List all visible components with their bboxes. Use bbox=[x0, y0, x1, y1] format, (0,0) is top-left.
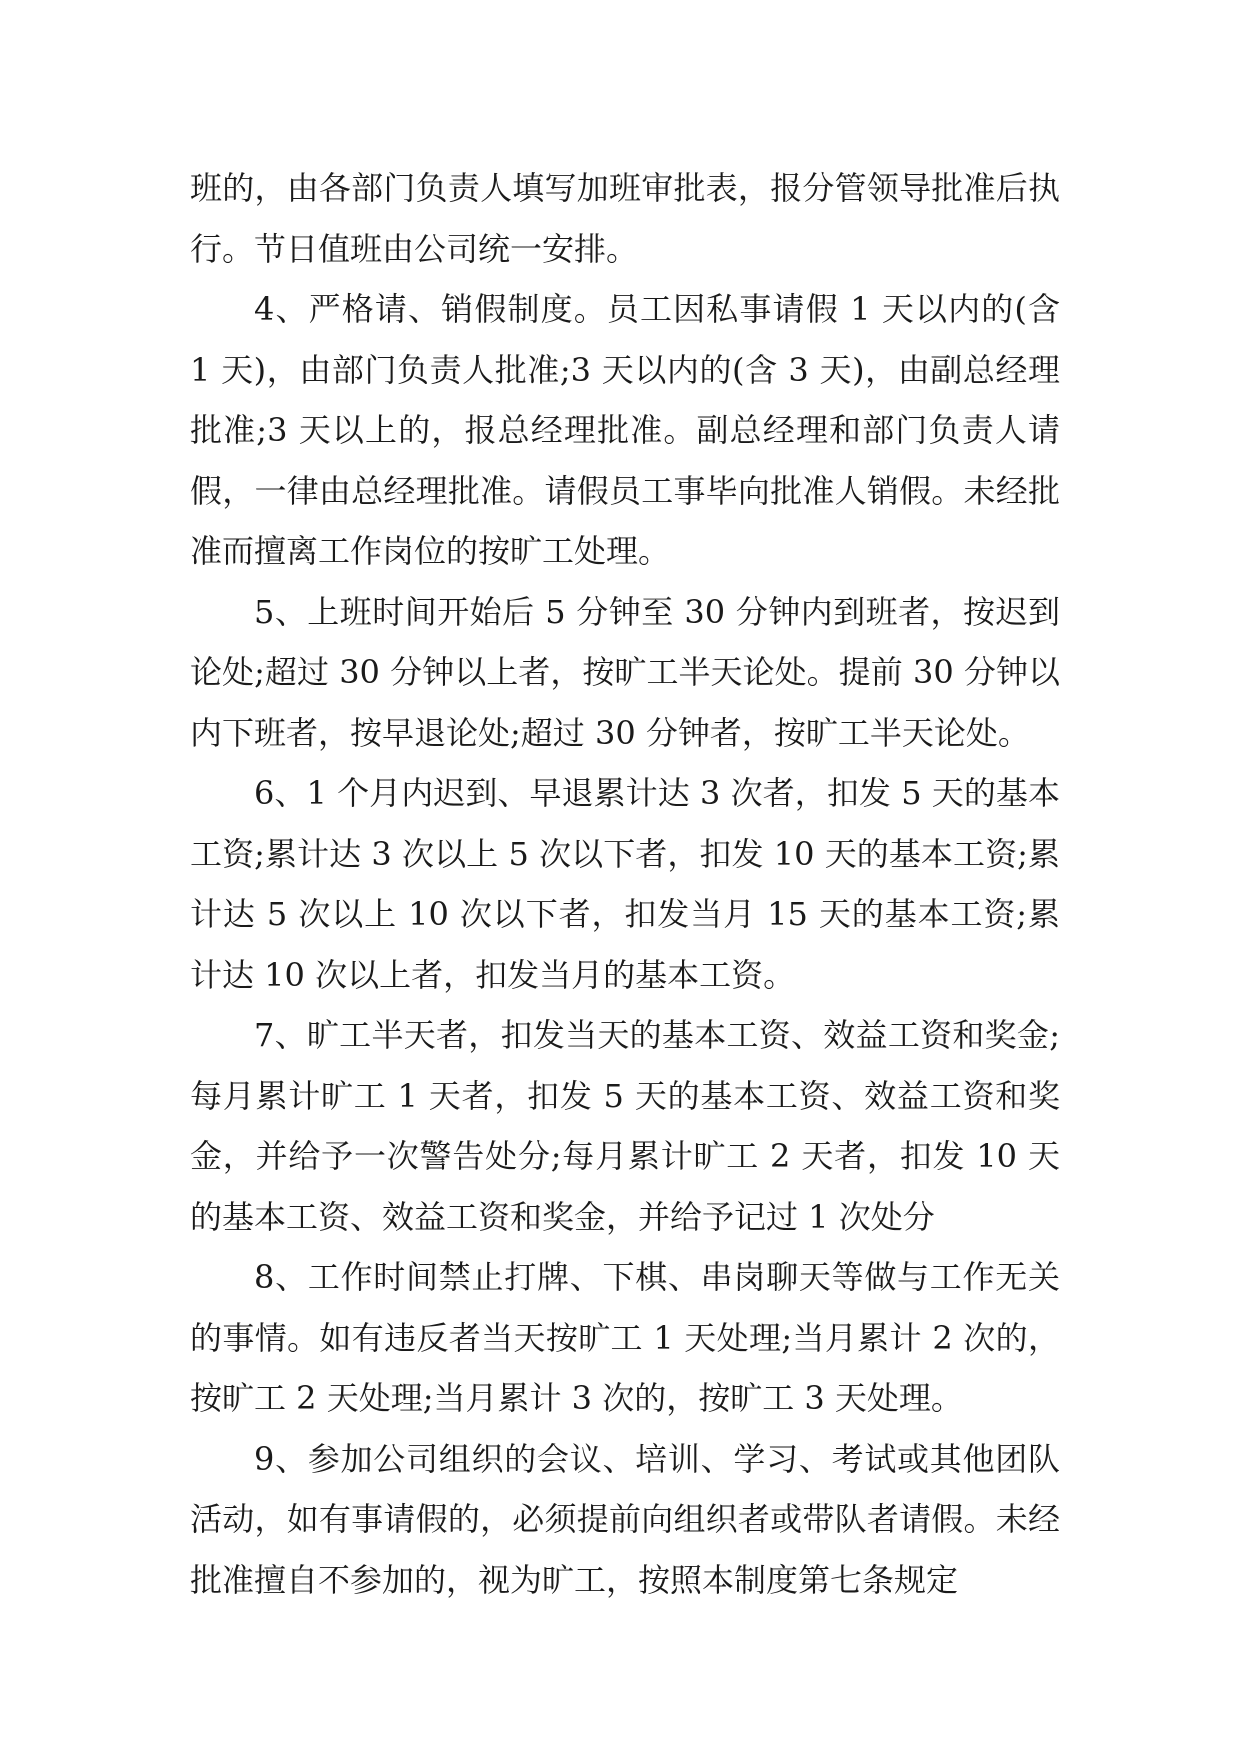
paragraph-rule-4: 4、严格请、销假制度。员工因私事请假 1 天以内的(含 1 天)，由部门负责人批准;3 天以内的(含 3 天)，由副总经理批准;3 天以上的，报总经理批准。副总经理和部门负责人请假，一律由总经理批准。请假员工事毕向批准人销假。未经批准而擅离工作岗位的按旷工处理。 bbox=[190, 290, 1060, 570]
paragraph-rule-9: 9、参加公司组织的会议、培训、学习、考试或其他团队活动，如有事请假的，必须提前向组织者或带队者请假。未经批准擅自不参加的，视为旷工，按照本制度第七条规定 bbox=[190, 1439, 1060, 1599]
paragraph-rule-8: 8、工作时间禁止打牌、下棋、串岗聊天等做与工作无关的事情。如有违反者当天按旷工 1 天处理;当月累计 2 次的，按旷工 2 天处理;当月累计 3 次的，按旷工 3 天处理。 bbox=[190, 1258, 1060, 1417]
paragraph-rule-5: 5、上班时间开始后 5 分钟至 30 分钟内到班者，按迟到论处;超过 30 分钟以上者，按旷工半天论处。提前 30 分钟以内下班者，按早退论处;超过 30 分钟者，按旷工半天论处。 bbox=[190, 592, 1060, 752]
paragraph-rule-6: 6、1 个月内迟到、早退累计达 3 次者，扣发 5 天的基本工资;累计达 3 次以上 5 次以下者，扣发 10 天的基本工资;累计达 5 次以上 10 次以下者，扣发当月 15 天的基本工资;累计达 10 次以上者，扣发当月的基本工资。 bbox=[190, 774, 1060, 994]
paragraph-rule-7: 7、旷工半天者，扣发当天的基本工资、效益工资和奖金;每月累计旷工 1 天者，扣发 5 天的基本工资、效益工资和奖金，并给予一次警告处分;每月累计旷工 2 天者，扣发 10 天的基本工资、效益工资和奖金，并给予记过 1 次处分 bbox=[190, 1016, 1060, 1236]
document-body bbox=[190, 158, 1060, 1610]
paragraph-continuation: 班的，由各部门负责人填写加班审批表，报分管领导批准后执行。节日值班由公司统一安排。 bbox=[190, 169, 1060, 268]
